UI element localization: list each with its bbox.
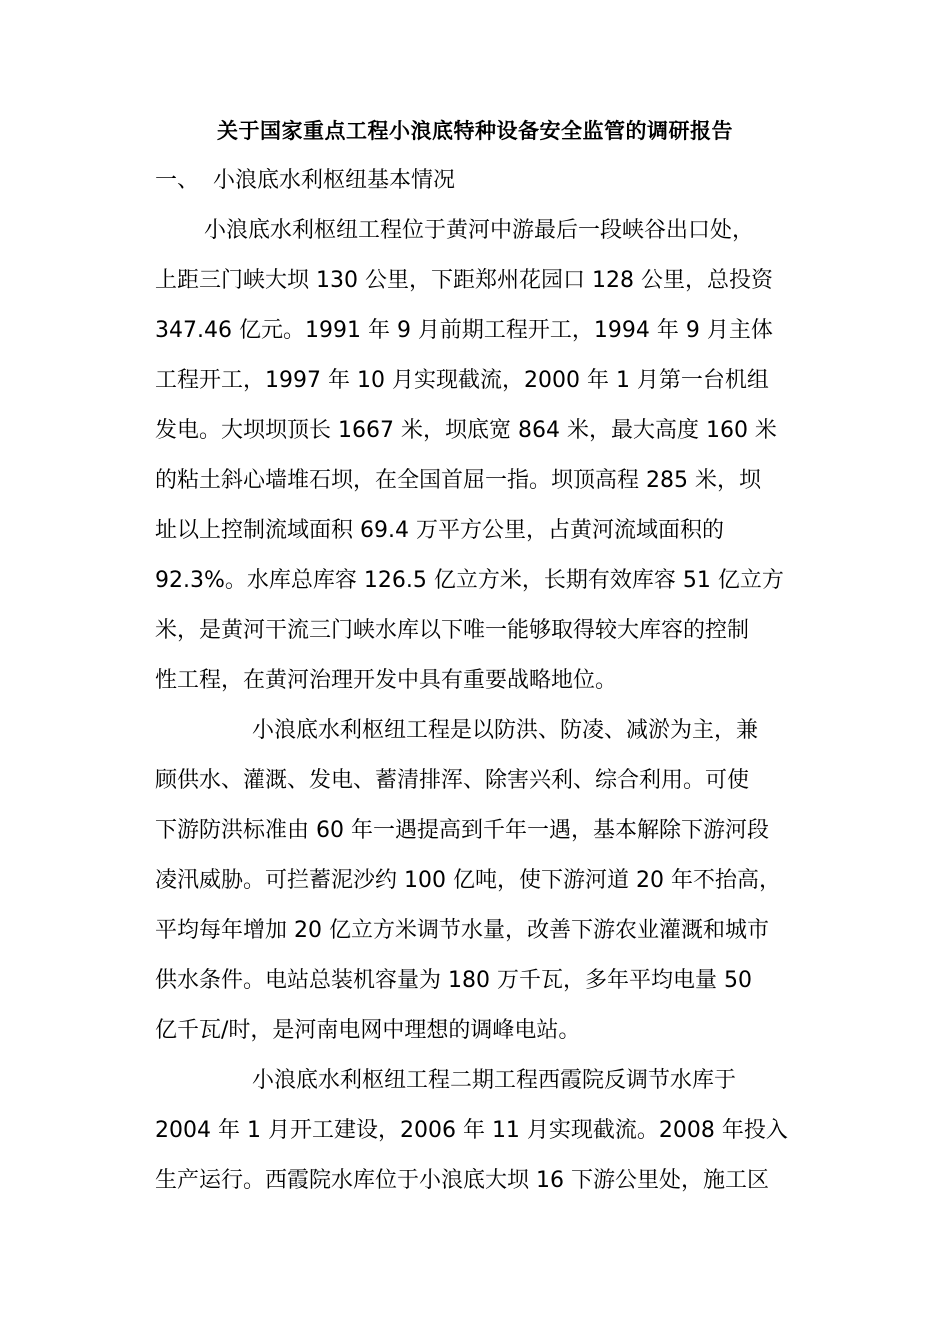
- paragraph-line: 供水条件。电站总装机容量为 180 万千瓦，多年平均电量 50: [155, 968, 752, 993]
- paragraph-line: 凌汛威胁。可拦蓄泥沙约 100 亿吨，使下游河道 20 年不抬高，: [155, 868, 781, 893]
- paragraph-line: 2004 年 1 月开工建设，2006 年 11 月实现截流。2008 年投入: [155, 1118, 788, 1143]
- paragraph-line: 347.46 亿元。1991 年 9 月前期工程开工，1994 年 9 月主体: [155, 318, 773, 343]
- paragraph-line: 亿千瓦/时，是河南电网中理想的调峰电站。: [155, 1018, 581, 1043]
- paragraph-line: 工程开工，1997 年 10 月实现截流，2000 年 1 月第一台机组: [155, 368, 769, 393]
- paragraph-line: 小浪底水利枢纽工程位于黄河中游最后一段峡谷出口处，: [204, 218, 755, 243]
- paragraph-line: 顾供水、灌溉、发电、蓄清排浑、除害兴利、综合利用。可使: [155, 768, 750, 793]
- paragraph-line: 上距三门峡大坝 130 公里，下距郑州花园口 128 公里，总投资: [155, 268, 773, 293]
- paragraph-line: 下游防洪标准由 60 年一遇提高到千年一遇，基本解除下游河段: [155, 818, 769, 843]
- paragraph-line: 性工程，在黄河治理开发中具有重要战略地位。: [155, 668, 618, 693]
- paragraph-line: 址以上控制流域面积 69.4 万平方公里，占黄河流域面积的: [155, 518, 724, 543]
- document-title: 关于国家重点工程小浪底特种设备安全监管的调研报告: [217, 119, 733, 143]
- section-number: 一、: [155, 168, 200, 193]
- paragraph-line: 生产运行。西霞院水库位于小浪底大坝 16 下游公里处，施工区: [155, 1168, 769, 1193]
- paragraph-line: 92.3%。水库总库容 126.5 亿立方米，长期有效库容 51 亿立方: [155, 568, 784, 593]
- paragraph-line: 平均每年增加 20 亿立方米调节水量，改善下游农业灌溉和城市: [155, 918, 769, 943]
- section-heading: [155, 164, 455, 198]
- paragraph-line: 米，是黄河干流三门峡水库以下唯一能够取得较大库容的控制: [155, 618, 750, 643]
- paragraph-line: 小浪底水利枢纽工程二期工程西霞院反调节水库于: [252, 1068, 737, 1093]
- paragraph-line: 发电。大坝坝顶长 1667 米，坝底宽 864 米，最大高度 160 米: [155, 418, 777, 443]
- section-title: 小浪底水利枢纽基本情况: [213, 168, 456, 193]
- paragraph-line: 小浪底水利枢纽工程是以防洪、防凌、减淤为主，兼: [252, 718, 759, 743]
- paragraph-line: 的粘土斜心墙堆石坝，在全国首屈一指。坝顶高程 285 米，坝: [155, 468, 761, 493]
